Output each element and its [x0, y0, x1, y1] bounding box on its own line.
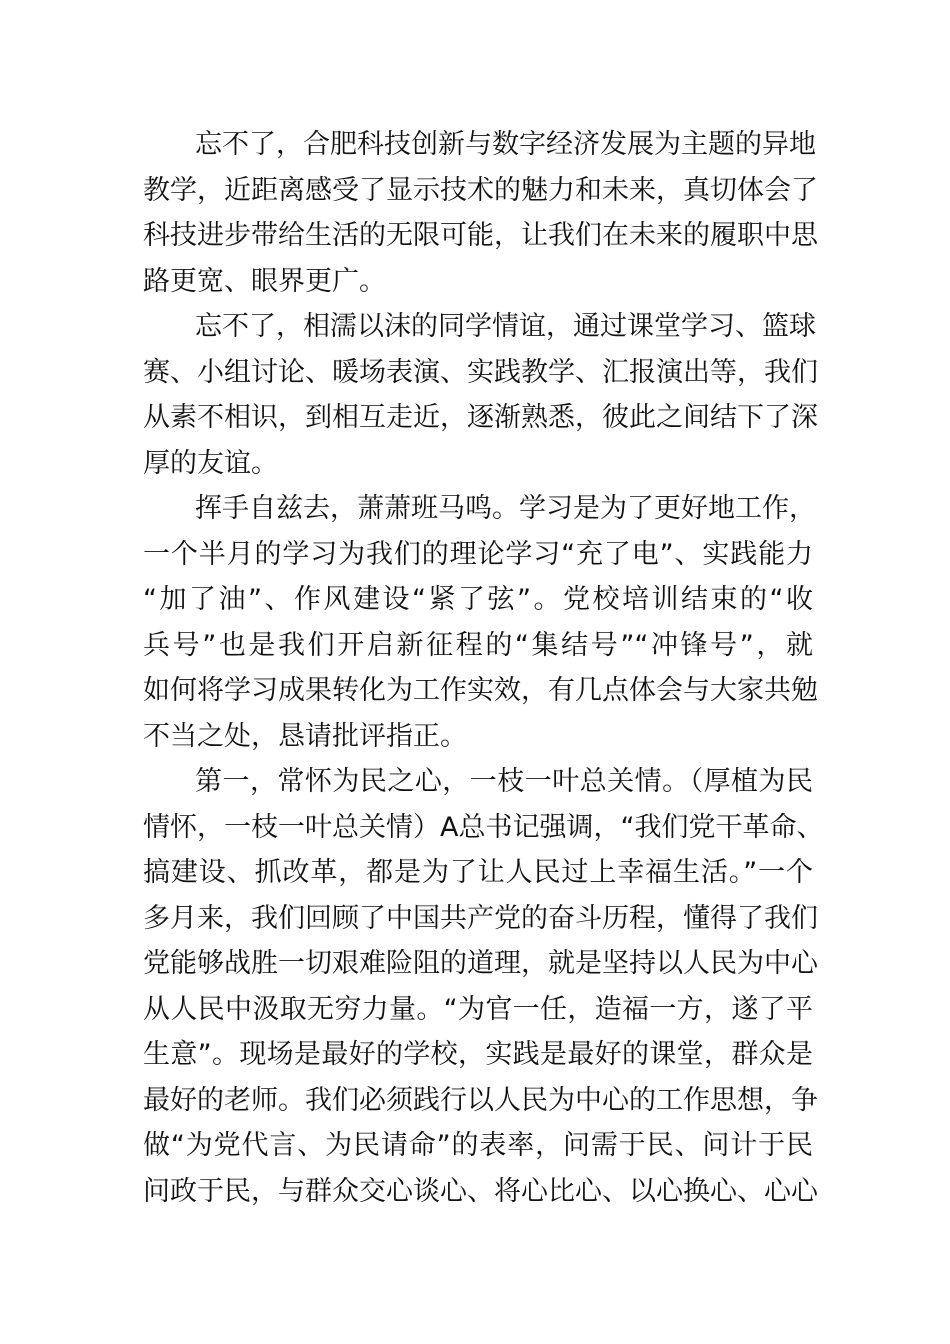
text-line: 赛、小组讨论、暖场表演、实践教学、汇报演出等，我们 [143, 356, 818, 388]
text-line: 如何将学习成果转化为工作实效，有几点体会与大家共勉 [143, 675, 818, 706]
text-line: 最好的老师。我们必须践行以人民为中心的工作思想，争 [143, 1084, 818, 1116]
text-line: 情怀，一枝一叶总关情）A总书记强调，“我们党干革命、 [143, 811, 824, 843]
paragraph-4 [143, 759, 824, 1214]
text-line: 第一，常怀为民之心，一枝一叶总关情。（厚植为民 [195, 766, 813, 797]
text-line: 一个半月的学习为我们的理论学习“充了电”、实践能力 [143, 538, 813, 570]
text-line: 做“为党代言、为民请命”的表率，问需于民、问计于民 [143, 1130, 813, 1161]
paragraph-1 [143, 122, 818, 304]
text-line: 问政于民，与群众交心谈心、将心比心、以心换心、心心 [143, 1175, 818, 1207]
text-line: 搞建设、抓改革，都是为了让人民过上幸福生活。”一个 [143, 857, 813, 888]
document-body [143, 122, 824, 1214]
text-line: 科技进步带给生活的无限可能，让我们在未来的履职中思 [143, 220, 818, 251]
text-line: 兵号”也是我们开启新征程的“集结号”“冲锋号”，就 [143, 629, 813, 661]
text-line: 路更宽、眼界更广。 [143, 265, 386, 297]
text-line: 忘不了，相濡以沫的同学情谊，通过课堂学习、篮球 [195, 311, 816, 342]
text-line: 不当之处，恳请批评指正。 [143, 720, 467, 752]
paragraph-2 [143, 304, 818, 486]
text-line: 忘不了，合肥科技创新与数字经济发展为主题的异地 [195, 129, 816, 160]
text-line: 从人民中汲取无穷力量。“为官一任，造福一方，遂了平 [143, 993, 813, 1025]
text-line: 教学，近距离感受了显示技术的魅力和未来，真切体会了 [143, 174, 818, 206]
text-line: 从素不相识，到相互走近，逐渐熟悉，彼此之间结下了深 [143, 402, 818, 433]
text-line: 党能够战胜一切艰难险阻的道理，就是坚持以人民为中心 [143, 948, 818, 979]
paragraph-3 [143, 486, 818, 759]
text-line: 厚的友谊。 [143, 447, 278, 479]
text-line: 多月来，我们回顾了中国共产党的奋斗历程，懂得了我们 [143, 902, 818, 934]
text-line: “加了油”、作风建设“紧了弦”。党校培训结束的“收 [143, 584, 813, 615]
text-line: 挥手自兹去，萧萧班马鸣。学习是为了更好地工作， [195, 493, 816, 524]
text-line: 生意”。现场是最好的学校，实践是最好的课堂，群众是 [143, 1039, 813, 1070]
